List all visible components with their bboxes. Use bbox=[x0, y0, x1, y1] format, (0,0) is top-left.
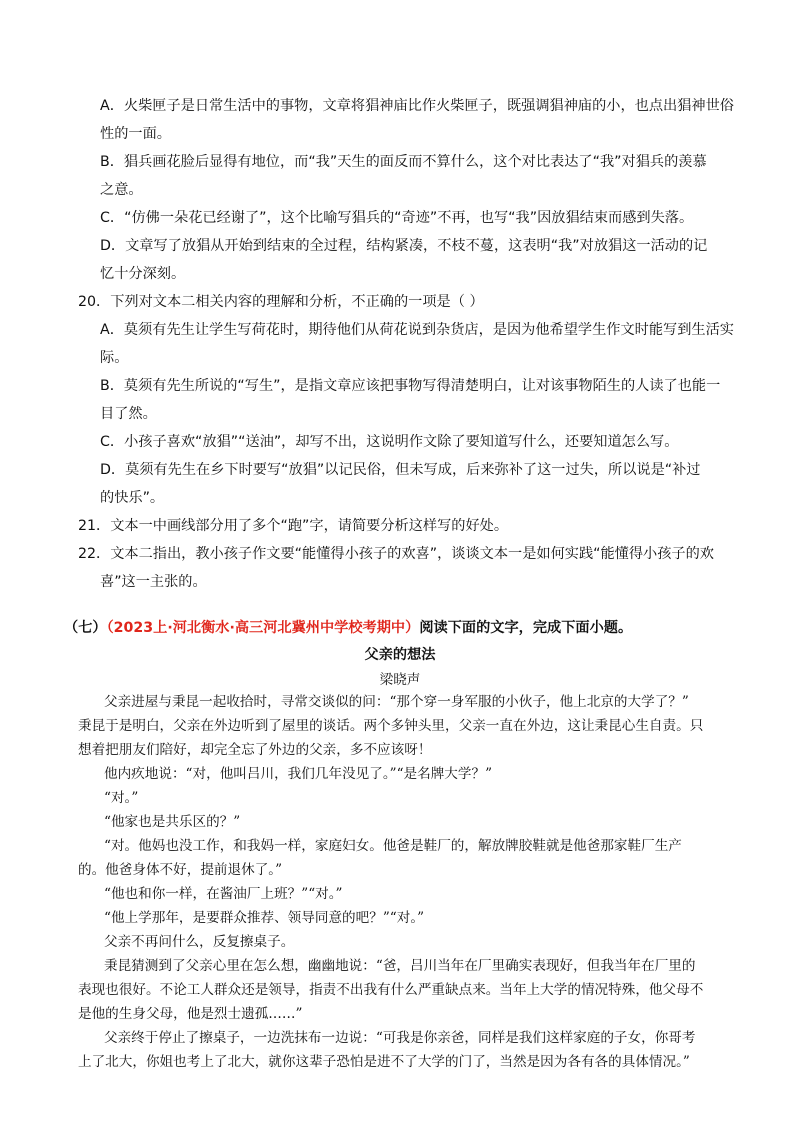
article-line: 秉昆猜测到了父亲心里在怎么想，幽幽地说：“爸，吕川当年在厂里确实表现好，但我当年在厂里的 bbox=[104, 958, 696, 974]
article-line: 他内疚地说：“对，他叫吕川，我们几年没见了。”“是名牌大学？” bbox=[104, 766, 493, 782]
option-line: 性的一面。 bbox=[100, 126, 171, 142]
question-21: 21．文本一中画线部分用了多个“跑”字，请简要分析这样写的好处。 bbox=[78, 518, 509, 534]
option-line: A．火柴匣子是日常生活中的事物，文章将猖神庙比作火柴匣子，既强调猖神庙的小，也点出猖神世俗 bbox=[100, 98, 734, 114]
option-line: D．莫须有先生在乡下时要写“放猖”以记民俗，但未写成，后来弥补了这一过失，所以说是“补过 bbox=[100, 462, 701, 478]
article-line: “他上学那年，是要群众推荐、领导同意的吧？”“对。” bbox=[104, 910, 425, 926]
article-line: “他家也是共乐区的？” bbox=[104, 814, 241, 830]
article-line: 父亲进屋与秉昆一起收拾时，寻常交谈似的问：“那个穿一身军服的小伙子，他上北京的大学了？” bbox=[104, 694, 689, 710]
question-22-line2: 喜”这一主张的。 bbox=[100, 574, 207, 590]
option-line: C．小孩子喜欢“放猖”“送油”，却写不出，这说明作文除了要知道写什么，还要知道怎么写。 bbox=[100, 434, 679, 450]
option-line: 忆十分深刻。 bbox=[100, 266, 186, 282]
section-number: （七） bbox=[64, 620, 107, 636]
article-line: 父亲终于停止了擦桌子，一边洗抹布一边说：“可我是你亲爸，同样是我们这样家庭的子女，你哥考 bbox=[104, 1030, 696, 1046]
question-22-line1: 22．文本二指出，教小孩子作文要“能懂得小孩子的欢喜”，谈谈文本一是如何实践“能懂得小孩子的欢 bbox=[78, 546, 714, 562]
article-line: 表现也很好。不论工人群众还是领导，指责不出我有什么严重缺点来。当年上大学的情况特殊，他父母不 bbox=[78, 982, 704, 998]
article-line: “对。他妈也没工作，和我妈一样，家庭妇女。他爸是鞋厂的，解放牌胶鞋就是他爸那家鞋厂生产 bbox=[104, 838, 682, 854]
article-line: 是他的生身父母，他是烈士遗孤……” bbox=[78, 1006, 303, 1022]
option-line: B．莫须有先生所说的“写生”，是指文章应该把事物写得清楚明白，让对该事物陌生的人读了也能一 bbox=[100, 378, 721, 394]
option-line: 之意。 bbox=[100, 182, 143, 198]
question-20-stem: 20．下列对文本二相关内容的理解和分析，不正确的一项是（ ） bbox=[78, 294, 484, 310]
option-line: A．莫须有先生让学生写荷花时，期待他们从荷花说到杂货店，是因为他希望学生作文时能写到生活实 bbox=[100, 322, 734, 338]
article-line: 的。他爸身体不好，提前退休了。” bbox=[78, 862, 283, 878]
option-line: D．文章写了放猖从开始到结束的全过程，结构紧凑，不枝不蔓，这表明“我”对放猖这一活动的记 bbox=[100, 238, 708, 254]
article-line: “他也和你一样，在酱油厂上班？”“对。” bbox=[104, 886, 343, 902]
article-author: 梁晓声 bbox=[379, 672, 421, 688]
section-header bbox=[64, 618, 632, 638]
article-line: “对。” bbox=[104, 790, 139, 806]
article-line: 想着把朋友们陪好，却完全忘了外边的父亲，多不应该呀！ bbox=[78, 742, 432, 758]
option-line: 的快乐”。 bbox=[100, 490, 165, 506]
article-line: 秉昆于是明白，父亲在外边听到了屋里的谈话。两个多钟头里，父亲一直在外边，这让秉昆心生自责。只 bbox=[78, 718, 704, 734]
section-source: （2023上·河北衡水·高三河北冀州中学校考期中） bbox=[106, 620, 420, 636]
section-instruction: 阅读下面的文字，完成下面小题。 bbox=[419, 620, 633, 636]
article-line: 父亲不再问什么，反复擦桌子。 bbox=[104, 934, 295, 950]
article-title: 父亲的想法 bbox=[364, 647, 436, 663]
option-line: 目了然。 bbox=[100, 406, 157, 422]
option-line: 际。 bbox=[100, 350, 129, 366]
article-line: 上了北大，你姐也考上了北大，就你这辈子恐怕是进不了大学的门了，当然是因为各有各的具体情况。” bbox=[78, 1054, 690, 1070]
option-line: C．“仿佛一朵花已经谢了”，这个比喻写猖兵的“奇迹”不再，也写“我”因放猖结束而感到失落。 bbox=[100, 210, 694, 226]
option-line: B．猖兵画花脸后显得有地位，而“我”天生的面反而不算什么，这个对比表达了“我”对猖兵的羡慕 bbox=[100, 154, 707, 170]
